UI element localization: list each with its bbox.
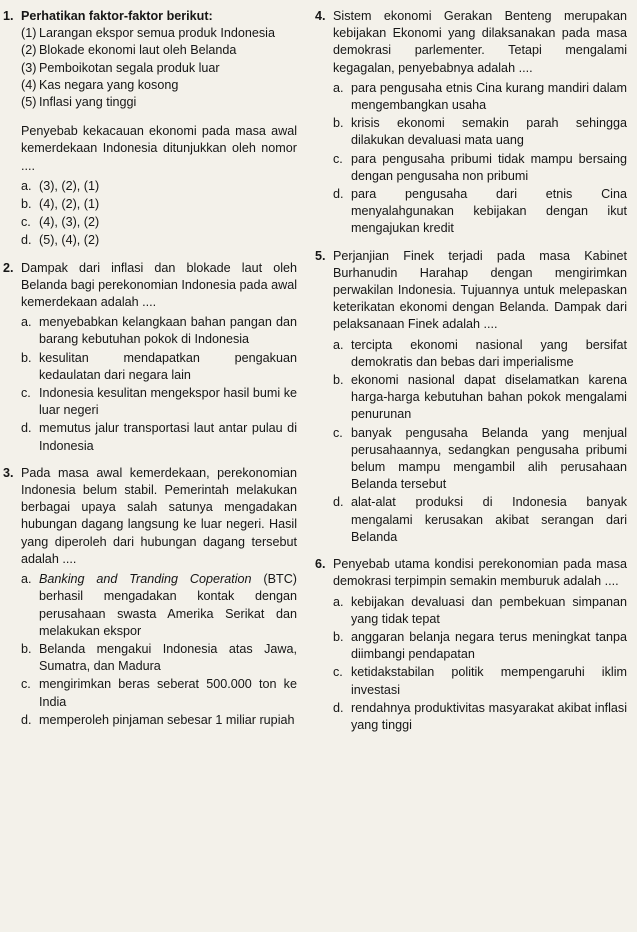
option-letter: b. (333, 116, 344, 131)
list-item-text: Blokade ekonomi laut oleh Belanda (39, 43, 237, 58)
question-text: Pada masa awal kemerdekaan, perekonomian Indonesia belum stabil. Pemerintah melakukan berbagai upaya salah satunya mengadakan hubungan dagang langsung ke luar negeri. Hasil yang diperoleh dari hubungan dagang tersebut adalah .... (21, 465, 297, 566)
option-text: ketidakstabilan politik mempengaruhi iklim investasi (351, 665, 627, 697)
answer-option[interactable] (21, 214, 297, 231)
answer-option[interactable] (21, 350, 297, 384)
option-text: memperoleh pinjaman sebesar 1 miliar rupiah (39, 712, 295, 727)
answer-option[interactable] (333, 664, 627, 698)
option-text: rendahnya produktivitas masyarakat akibat inflasi yang tinggi (351, 700, 627, 732)
question-number: 6. (315, 557, 326, 572)
question-intro: Perhatikan faktor-faktor berikut: (21, 9, 213, 23)
list-item (21, 94, 297, 111)
question-number: 1. (3, 9, 14, 23)
option-letter: d. (333, 700, 344, 715)
question-text: Sistem ekonomi Gerakan Benteng merupakan kebijakan Ekonomi yang dilaksanakan pada masa demokrasi parlementer. Tetapi mengalami kegagalan, penyebabnya adalah .... (333, 9, 627, 75)
answer-option[interactable] (21, 178, 297, 195)
option-letter: c. (21, 386, 31, 401)
option-letter: a. (333, 337, 344, 352)
list-item (21, 25, 297, 42)
option-letter: d. (21, 421, 32, 436)
option-letter: c. (333, 665, 343, 680)
list-item (21, 60, 297, 77)
question-text: Perjanjian Finek terjadi pada masa Kabinet Burhanudin Harahap dengan mengirimkan perwakilan Indonesia. Tujuannya untuk melepaskan keterikatan ekonomi dengan Belanda. Dampak dari pelaksanaan Finek adalah .... (333, 248, 627, 332)
option-letter: d. (333, 187, 344, 202)
option-letter: a. (21, 315, 32, 330)
list-item-text: Pemboikotan segala produk luar (39, 60, 220, 75)
option-letter: a. (21, 178, 32, 193)
list-item (21, 77, 297, 94)
answer-option[interactable] (21, 641, 297, 675)
option-text: para pengusaha dari etnis Cina menyalahgunakan kebijakan dengan ikut mengajukan kredit (351, 187, 627, 236)
option-text: krisis ekonomi semakin parah sehingga dilakukan devaluasi mata uang (351, 116, 627, 148)
option-text: ekonomi nasional dapat diselamatkan karena harga-harga kebutuhan bahan pokok mengalami penurunan (351, 373, 627, 422)
option-letter: a. (21, 572, 32, 587)
option-text: tercipta ekonomi nasional yang bersifat demokratis dan bebas dari imperialisme (351, 337, 627, 369)
answer-option[interactable] (21, 420, 297, 454)
option-text: Belanda mengakui Indonesia atas Jawa, Sumatra, dan Madura (39, 641, 297, 674)
question-6 (315, 556, 627, 734)
list-item-number: (3) (21, 60, 37, 75)
question-3 (3, 465, 297, 729)
question-number: 5. (315, 248, 326, 263)
option-text (39, 571, 297, 640)
option-letter: b. (333, 373, 344, 388)
answer-option[interactable] (333, 186, 627, 238)
option-text-rest: (BTC) berhasil mengadakan kontak dengan perusahaan swasta Amerika Serikat dan melakukan ekspor (39, 572, 297, 638)
answer-option[interactable] (333, 337, 627, 371)
option-letter: b. (333, 629, 344, 644)
option-text: menyebabkan kelangkaan bahan pangan dan barang kebutuhan pokok di Indonesia (39, 315, 297, 347)
list-item-number: (5) (21, 95, 37, 110)
option-letter: b. (21, 350, 32, 365)
option-text: alat-alat produksi di Indonesia banyak mengalami kerusakan akibat serangan dari Belanda (351, 495, 627, 544)
answer-option[interactable] (21, 314, 297, 348)
option-text: (3), (2), (1) (39, 178, 100, 193)
question-5 (315, 248, 627, 546)
left-column (3, 8, 297, 729)
option-text: para pengusaha etnis Cina kurang mandiri dalam mengembangkan usaha (351, 80, 627, 113)
option-text: kesulitan mendapatkan pengakuan kedaulatan dari negara lain (39, 350, 297, 382)
answer-option[interactable] (333, 151, 627, 185)
question-number: 3. (3, 465, 14, 480)
answer-option[interactable] (21, 571, 297, 640)
answer-option[interactable] (333, 629, 627, 663)
answer-option[interactable] (21, 196, 297, 213)
option-letter: c. (333, 151, 343, 166)
option-italic-term: Banking and Tranding Coperation (39, 572, 252, 587)
answer-option[interactable] (21, 676, 297, 710)
answer-option[interactable] (21, 232, 297, 249)
option-letter: c. (21, 215, 31, 230)
option-letter: d. (333, 495, 344, 510)
answer-option[interactable] (333, 594, 627, 628)
list-item-number: (1) (21, 26, 37, 41)
question-2 (3, 260, 297, 455)
option-text: banyak pengusaha Belanda yang menjual perusahaannya, sedangkan pengusaha pribumi belum mampu mengambil alih perusahaan Belanda tersebut (351, 425, 627, 492)
list-item-text: Kas negara yang kosong (39, 77, 179, 92)
option-text: Indonesia kesulitan mengekspor hasil bumi ke luar negeri (39, 386, 297, 418)
option-letter: b. (21, 641, 32, 656)
list-item-text: Larangan ekspor semua produk Indonesia (39, 26, 275, 41)
option-text: anggaran belanja negara terus meningkat tanpa diimbangi pendapatan (351, 629, 627, 662)
question-number: 2. (3, 260, 14, 275)
option-letter: d. (21, 233, 32, 248)
option-letter: a. (333, 594, 344, 609)
question-text: Dampak dari inflasi dan blokade laut oleh Belanda bagi perekonomian Indonesia pada awal kemerdekaan adalah .... (21, 260, 297, 310)
question-number: 4. (315, 9, 326, 23)
list-item-number: (2) (21, 43, 37, 58)
list-item (21, 42, 297, 59)
option-text: para pengusaha pribumi tidak mampu bersaing dengan pengusaha non pribumi (351, 151, 627, 183)
option-text: kebijakan devaluasi dan pembekuan simpanan yang tidak tepat (351, 594, 627, 626)
list-item-text: Inflasi yang tinggi (39, 95, 137, 110)
answer-option[interactable] (333, 372, 627, 424)
option-letter: c. (333, 425, 343, 440)
option-text: memutus jalur transportasi laut antar pulau di Indonesia (39, 421, 297, 453)
question-text: Penyebab utama kondisi perekonomian pada masa demokrasi terpimpin semakin memburuk adalah .... (333, 557, 627, 589)
factor-list (21, 25, 297, 111)
answer-option[interactable] (333, 115, 627, 149)
option-letter: d. (21, 712, 32, 727)
option-text: mengirimkan beras seberat 500.000 ton ke India (39, 677, 297, 709)
question-4 (315, 8, 627, 238)
option-letter: a. (333, 80, 344, 95)
answer-option[interactable] (21, 385, 297, 419)
answer-option[interactable] (333, 494, 627, 546)
option-letter: b. (21, 197, 32, 212)
option-text: (4), (2), (1) (39, 197, 100, 212)
right-column (315, 8, 627, 734)
question-text: Penyebab kekacauan ekonomi pada masa awal kemerdekaan Indonesia ditunjukkan oleh nomor .... (21, 124, 297, 173)
option-letter: c. (21, 677, 31, 692)
answer-option[interactable] (333, 700, 627, 734)
option-text: (5), (4), (2) (39, 233, 100, 248)
answer-option[interactable] (21, 712, 297, 729)
answer-option[interactable] (333, 425, 627, 494)
option-text: (4), (3), (2) (39, 215, 100, 230)
list-item-number: (4) (21, 77, 37, 92)
question-1 (3, 8, 297, 250)
answer-option[interactable] (333, 80, 627, 114)
